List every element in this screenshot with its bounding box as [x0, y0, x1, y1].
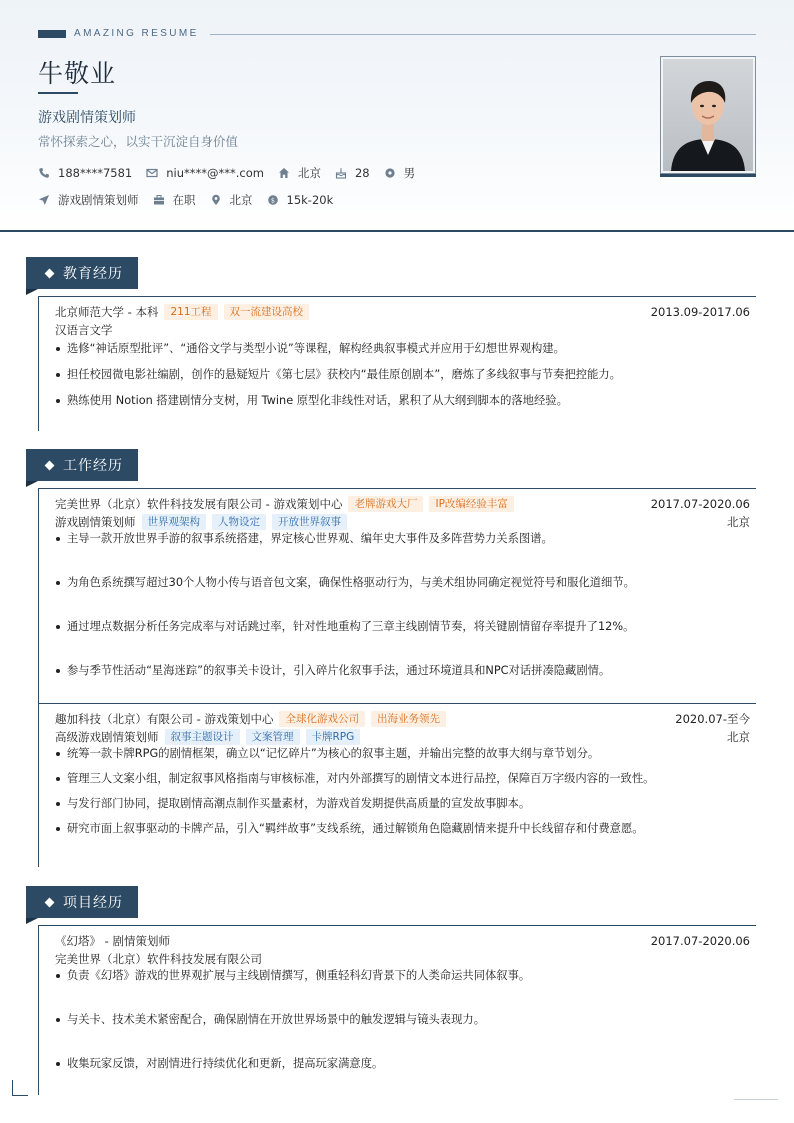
intent-job-info — [38, 192, 139, 208]
location-icon — [210, 194, 222, 206]
gender-text: 男 — [403, 166, 416, 180]
education-period: 2013.09-2017.06 — [650, 305, 750, 319]
contact-row — [38, 165, 429, 181]
work-role-row — [55, 728, 750, 746]
list-item: 熟练使用 Notion 搭建剧情分支树，用 Twine 原型化非线性对话，累积了从大纲到脚本的落地经验。 — [55, 393, 750, 419]
candidate-motto: 常怀探索之心，以实干沉淀自身价值 — [38, 134, 239, 149]
status-info — [153, 192, 196, 208]
briefcase-icon — [153, 194, 165, 206]
work-entry — [39, 489, 756, 703]
list-item: 参与季节性活动“星海迷踪”的叙事关卡设计，引入碎片化叙事手法，通过环境道具和NPC对话拼凑隐藏剧情。 — [55, 663, 750, 693]
project-period: 2017.07-2020.06 — [650, 934, 750, 948]
section-title-text: 项目经历 — [63, 895, 123, 911]
phone-info — [38, 166, 132, 180]
work-header — [55, 495, 750, 513]
mail-icon — [146, 167, 158, 179]
send-icon — [38, 194, 50, 206]
school-name: 北京师范大学 - 本科 — [55, 305, 159, 319]
skill-tag: 卡牌RPG — [306, 729, 361, 745]
company-tag: IP改编经验丰富 — [429, 496, 513, 512]
company-name: 完美世界（北京）软件科技发展有限公司 - 游戏策划中心 — [55, 497, 343, 511]
company-tag: 全球化游戏公司 — [279, 711, 365, 727]
skill-tag: 文案管理 — [246, 729, 300, 745]
salary-info — [267, 193, 334, 207]
skill-tag: 世界观架构 — [142, 514, 207, 530]
school-tag: 双一流建设高校 — [224, 304, 310, 320]
list-item: 为角色系统撰写超过30个人物小传与语音包文案，确保性格驱动行为，与美术组协同确定视觉符号和服化道细节。 — [55, 575, 750, 619]
status-text: 在职 — [172, 193, 196, 207]
resume-header — [0, 0, 794, 232]
projects-block — [38, 925, 756, 1095]
project-name: 《幻塔》 - 剧情策划师 — [55, 934, 170, 948]
list-item: 管理三人文案小组，制定叙事风格指南与审核标准，对内外部撰写的剧情文本进行品控，保障百万字级内容的一致性。 — [55, 771, 750, 796]
project-header — [55, 932, 750, 950]
section-title-education — [26, 257, 138, 289]
section-title-text: 工作经历 — [63, 458, 123, 474]
work-period: 2020.07-至今 — [675, 712, 750, 726]
education-entry — [39, 297, 756, 419]
list-item: 统筹一款卡牌RPG的剧情框架，确立以“记忆碎片”为核心的叙事主题，并输出完整的故事大纲与章节划分。 — [55, 746, 750, 771]
intent-city-text: 北京 — [229, 193, 253, 207]
list-item: 研究市面上叙事驱动的卡牌产品，引入“羁绊故事”支线系统，通过解锁角色隐藏剧情来提升中长线留存和付费意愿。 — [55, 821, 750, 846]
gender-info — [384, 165, 416, 181]
school-tag: 211工程 — [164, 304, 217, 320]
intent-job-text: 游戏剧情策划师 — [58, 193, 139, 207]
diamond-icon — [45, 897, 55, 907]
project-entry — [39, 926, 756, 1082]
phone-icon — [38, 167, 50, 179]
section-title-work — [26, 449, 138, 481]
brand-text: AMAZING RESUME — [74, 28, 199, 39]
gender-icon — [384, 167, 396, 179]
list-item: 与关卡、技术美术紧密配合，确保剧情在开放世界场景中的触发逻辑与镜头表现力。 — [55, 1012, 750, 1056]
avatar — [663, 59, 753, 171]
name-underline — [38, 92, 78, 94]
list-item: 收集玩家反馈，对剧情进行持续优化和更新，提高玩家满意度。 — [55, 1056, 750, 1082]
list-item: 通过埋点数据分析任务完成率与对话跳过率，针对性地重构了三章主线剧情节奏，将关键剧情留存率提升了12%。 — [55, 619, 750, 663]
email-info — [146, 166, 264, 180]
company-name: 趣加科技（北京）有限公司 - 游戏策划中心 — [55, 712, 274, 726]
brand-row — [38, 28, 756, 40]
city-text: 北京 — [297, 166, 321, 180]
role-name: 高级游戏剧情策划师 — [55, 730, 159, 744]
cake-icon — [335, 167, 347, 179]
age-text: 28 — [354, 166, 370, 180]
intent-row — [38, 192, 347, 208]
work-header — [55, 710, 750, 728]
section-title-text: 教育经历 — [63, 266, 123, 282]
skill-tag: 开放世界叙事 — [272, 514, 347, 530]
company-tag: 老牌游戏大厂 — [348, 496, 423, 512]
money-icon — [267, 194, 279, 206]
work-entry — [39, 703, 756, 846]
list-item: 负责《幻塔》游戏的世界观扩展与主线剧情撰写，侧重轻科幻背景下的人类命运共同体叙事。 — [55, 968, 750, 1012]
role-name: 游戏剧情策划师 — [55, 515, 136, 529]
project-company: 完美世界（北京）软件科技发展有限公司 — [55, 952, 262, 966]
skill-tag: 人物设定 — [212, 514, 266, 530]
brand-divider — [210, 34, 756, 35]
list-item: 选修“神话原型批评”、“通俗文学与类型小说”等课程，解构经典叙事模式并应用于幻想世界观构建。 — [55, 341, 750, 367]
brand-bar — [38, 30, 66, 38]
home-icon — [278, 167, 290, 179]
education-header — [55, 303, 750, 321]
education-block — [38, 296, 756, 431]
profile-photo — [660, 56, 756, 174]
age-info — [335, 166, 370, 180]
education-major: 汉语言文学 — [55, 323, 113, 337]
phone-text: 188****7581 — [58, 166, 133, 180]
diamond-icon — [45, 460, 55, 470]
footer-divider — [734, 1099, 778, 1100]
work-period: 2017.07-2020.06 — [650, 497, 750, 511]
svg-text:$: $ — [270, 196, 275, 205]
diamond-icon — [45, 268, 55, 278]
candidate-name: 牛敬业 — [38, 59, 117, 88]
list-item: 与发行部门协同，提取剧情高潮点制作买量素材，为游戏首发期提供高质量的宣发故事脚本。 — [55, 796, 750, 821]
work-city: 北京 — [727, 730, 750, 744]
corner-mark — [12, 1080, 28, 1096]
list-item: 担任校园微电影社编剧，创作的悬疑短片《第七层》获校内“最佳原创剧本”，磨炼了多线叙事与节奏把控能力。 — [55, 367, 750, 393]
intent-city-info — [210, 192, 253, 208]
skill-tag: 叙事主题设计 — [165, 729, 240, 745]
work-block — [38, 488, 756, 867]
email-text: niu****@***.com — [166, 166, 264, 180]
company-tag: 出海业务领先 — [371, 711, 446, 727]
candidate-title: 游戏剧情策划师 — [38, 110, 136, 126]
work-city: 北京 — [727, 515, 750, 529]
section-title-projects — [26, 886, 138, 918]
city-info — [278, 165, 321, 181]
work-role-row — [55, 513, 750, 531]
list-item: 主导一款开放世界手游的叙事系统搭建，界定核心世界观、编年史大事件及多阵营势力关系图谱。 — [55, 531, 750, 575]
salary-text: 15k-20k — [286, 193, 334, 207]
